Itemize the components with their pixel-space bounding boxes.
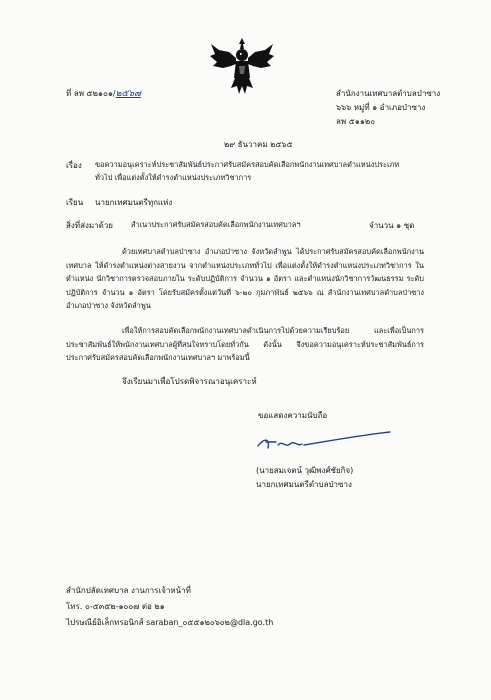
reference-number	[66, 88, 141, 100]
body-paragraph-1: ด้วยเทศบาลตำบลป่าซาง อำเภอป่าซาง จังหวัดลำพูน ได้ประกาศรับสมัครสอบคัดเลือกพนักงานเทศบาล ให้ดำรงตำแหน่งต่างสายงาน จากตำแหน่งประเภททั่วไป เพื่อแต่งตั้งให้ดำรงตำแหน่งประเภทวิชาการ ในตำแหน่ง นักวิชาการตรวจสอบภายใน ระดับปฏิบัติการ จำนวน ๑ อัตรา และตำแหน่งนักวิชาการวัฒนธรรม ระดับปฏิบัติการ จำนวน ๑ อัตรา โดยรับสมัครตั้งแต่วันที่ ๖-๒๐ กุมภาพันธ์ ๒๕๖๖ ณ สำนักงานเทศบาลตำบลป่าซาง อำเภอป่าซาง จังหวัดลำพูน	[66, 247, 424, 310]
sender-address-line3: ลพ ๕๑๑๒๐	[336, 117, 376, 126]
signer-name: (นายสมเจตน์ วุฒิพงศ์ชัยกิจ)	[256, 466, 354, 475]
garuda-emblem-icon	[209, 36, 275, 96]
salutation-label: เรียน	[66, 198, 84, 207]
closing-phrase: ขอแสดงความนับถือ	[258, 411, 328, 420]
salutation-value: นายกเทศมนตรีทุกแห่ง	[95, 198, 173, 207]
signer-title: นายกเทศมนตรีตำบลป่าซาง	[256, 480, 352, 489]
enclosure-value: สำเนาประกาศรับสมัครสอบคัดเลือกพนักงานเทศบาลฯ	[131, 220, 301, 229]
letter-date: ๒๙ ธันวาคม ๒๕๖๕	[224, 140, 293, 149]
subject-line1: ขอความอนุเคราะห์ประชาสัมพันธ์ประกาศรับสมัครสอบคัดเลือกพนักงานเทศบาลตำแหน่งประเภท	[95, 160, 400, 169]
footer-phone: โทร. ๐-๕๓๕๒-๑๐๐๗ ต่อ ๒๑	[66, 602, 165, 611]
subject-label: เรื่อง	[66, 161, 82, 170]
handwritten-signature-icon	[254, 428, 394, 456]
reference-handwritten: ๒๕๖๗	[115, 89, 141, 99]
sender-address-line1: สำนักงานเทศบาลตำบลป่าซาง	[336, 89, 441, 98]
reference-prefix: ที่ ลพ ๕๒๑๐๑/	[66, 89, 116, 98]
enclosure-quantity: จำนวน ๑ ชุด	[369, 221, 415, 230]
sender-address-line2: ๖๖๖ หมู่ที่ ๑ อำเภอป่าซาง	[336, 103, 426, 112]
footer-office: สำนักปลัดเทศบาล งานการเจ้าหน้าที่	[66, 586, 191, 595]
subject-line2: ทั่วไป เพื่อแต่งตั้งให้ดำรงตำแหน่งประเภทวิชาการ	[95, 173, 252, 182]
body-paragraph-2: เพื่อให้การสอบคัดเลือกพนักงานเทศบาลดำเนินการไปด้วยความเรียบร้อย และเพื่อเป็นการประชาสัมพันธ์ให้พนักงานเทศบาลผู้ที่สนใจทราบโดยทั่วกัน ดังนั้น จึงขอความอนุเคราะห์ประชาสัมพันธ์การประกาศรับสมัครสอบคัดเลือกพนักงานเทศบาลฯ มาพร้อมนี้	[66, 326, 424, 362]
body-paragraph-3: จึงเรียนมาเพื่อโปรดพิจารณาอนุเคราะห์	[122, 377, 257, 386]
footer-email: ไปรษณีย์อิเล็กทรอนิกส์ saraban_๐๕๕๑๒๐๖๐๒@dla.go.th	[66, 618, 274, 627]
enclosure-label: สิ่งที่ส่งมาด้วย	[66, 221, 113, 230]
